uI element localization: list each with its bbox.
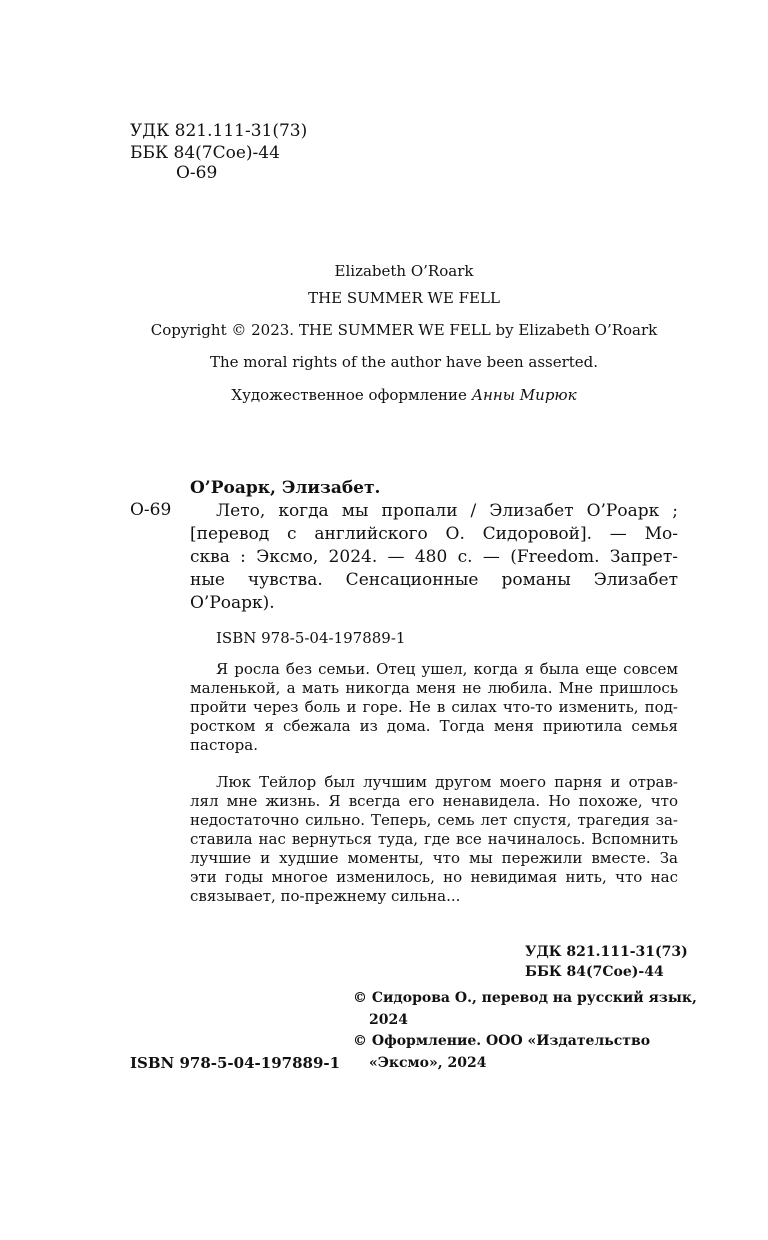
annotation-line: лял мне жизнь. Я всегда его ненавидела. Но похоже, что: [190, 792, 678, 810]
annotation-line: недостаточно сильно. Теперь, семь лет спустя, трагедия за-: [190, 811, 678, 829]
footer-udk-code: УДК 821.111-31(73): [525, 944, 688, 960]
description-line: Лето, когда мы пропали / Элизабет О’Роарк ;: [216, 501, 678, 521]
annotation-line: связывает, по-прежнему сильна...: [190, 887, 461, 905]
original-author: Elizabeth O’Roark: [334, 262, 474, 280]
copyright-translation: © Сидорова О., перевод на русский язык,: [353, 990, 697, 1006]
bbk-code: ББК 84(7Сое)-44: [130, 143, 280, 163]
catalog-author-mark: О-69: [130, 500, 172, 520]
annotation-line: ростком я сбежала из дома. Тогда меня приютила семья: [190, 717, 678, 735]
description-line: ные чувства. Сенсационные романы Элизабет: [190, 570, 678, 590]
annotation-line: лучшие и худшие моменты, что мы пережили вместе. За: [190, 849, 678, 867]
design-credit: [0, 386, 768, 404]
annotation-line: пастора.: [190, 736, 258, 754]
author-mark: О-69: [176, 163, 218, 183]
footer-isbn: ISBN 978-5-04-197889-1: [130, 1054, 341, 1072]
annotation: [190, 660, 678, 906]
design-credit-label: Художественное оформление: [231, 386, 467, 404]
design-credit-name: Анны Мирюк: [471, 386, 577, 404]
copyright-line: Copyright © 2023. THE SUMMER WE FELL by Elizabeth O’Roark: [150, 321, 658, 339]
original-title: THE SUMMER WE FELL: [308, 289, 500, 307]
description-line: О’Роарк).: [190, 593, 275, 613]
catalog-author-heading: О’Роарк, Элизабет.: [190, 478, 381, 498]
footer-bbk-code: ББК 84(7Сое)-44: [525, 964, 664, 980]
moral-rights-line: The moral rights of the author have been asserted.: [209, 353, 599, 371]
udk-code: УДК 821.111-31(73): [130, 121, 308, 141]
annotation-line: эти годы многое изменилось, но невидимая нить, что нас: [190, 868, 678, 886]
catalog-description: [190, 500, 678, 615]
copyright-design: © Оформление. ООО «Издательство: [353, 1033, 651, 1049]
copyright-design-publisher: «Эксмо», 2024: [369, 1055, 487, 1071]
annotation-line: пройти через боль и горе. Не в силах что-то изменить, под-: [190, 698, 678, 716]
annotation-line: ставила нас вернуться туда, где все начиналось. Вспомнить: [190, 830, 678, 848]
description-line: [перевод с английского О. Сидоровой]. — Мо-: [190, 524, 678, 544]
description-line: сква : Эксмо, 2024. — 480 с. — (Freedom. Запрет-: [190, 547, 678, 567]
annotation-line: маленькой, а мать никогда меня не любила. Мне пришлось: [190, 679, 678, 697]
copyright-translation-year: 2024: [369, 1012, 408, 1028]
annotation-line: Люк Тейлор был лучшим другом моего парня и отрав-: [216, 773, 678, 791]
annotation-line: Я росла без семьи. Отец ушел, когда я была еще совсем: [216, 660, 678, 678]
catalog-isbn: ISBN 978-5-04-197889-1: [216, 629, 406, 647]
